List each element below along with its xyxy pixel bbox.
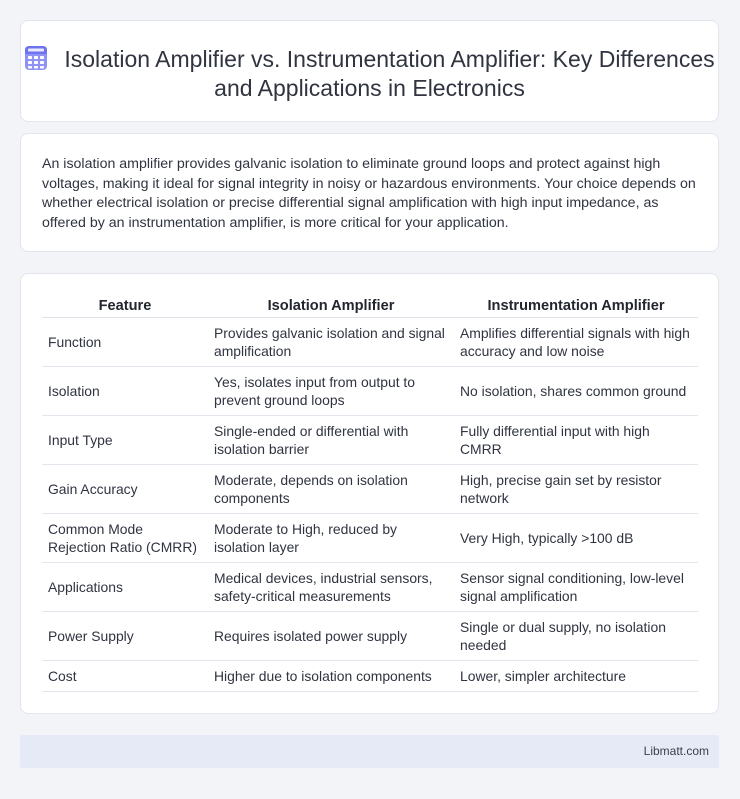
page-title: Isolation Amplifier vs. Instrumentation Amplifier: Key Differences and Applications in Electronics — [64, 46, 715, 101]
cell-instrumentation: Sensor signal conditioning, low-level signal amplification — [454, 563, 698, 612]
table-header-row — [42, 296, 698, 318]
comparison-table — [42, 296, 698, 692]
calculator-icon — [24, 45, 48, 71]
cell-feature: Power Supply — [42, 612, 208, 661]
cell-instrumentation: Very High, typically >100 dB — [454, 514, 698, 563]
cell-feature: Input Type — [42, 416, 208, 465]
header-feature: Feature — [42, 296, 208, 318]
cell-instrumentation: High, precise gain set by resistor network — [454, 465, 698, 514]
cell-instrumentation: No isolation, shares common ground — [454, 367, 698, 416]
table-row — [42, 318, 698, 367]
cell-isolation: Moderate, depends on isolation components — [208, 465, 454, 514]
cell-isolation: Higher due to isolation components — [208, 661, 454, 692]
cell-feature: Function — [42, 318, 208, 367]
footer-brand-link[interactable]: Libmatt.com — [643, 744, 709, 758]
table-row — [42, 514, 698, 563]
cell-instrumentation: Amplifies differential signals with high accuracy and low noise — [454, 318, 698, 367]
cell-isolation: Single-ended or differential with isolation barrier — [208, 416, 454, 465]
cell-isolation: Moderate to High, reduced by isolation layer — [208, 514, 454, 563]
cell-isolation: Provides galvanic isolation and signal amplification — [208, 318, 454, 367]
title-card — [20, 20, 719, 122]
cell-feature: Isolation — [42, 367, 208, 416]
header-instrumentation-amplifier: Instrumentation Amplifier — [454, 296, 698, 318]
cell-feature: Applications — [42, 563, 208, 612]
cell-instrumentation: Fully differential input with high CMRR — [454, 416, 698, 465]
cell-isolation: Requires isolated power supply — [208, 612, 454, 661]
page-title-wrap — [21, 45, 718, 103]
cell-instrumentation: Single or dual supply, no isolation needed — [454, 612, 698, 661]
intro-paragraph: An isolation amplifier provides galvanic isolation to eliminate ground loops and protect against high voltages, making it ideal for signal integrity in noisy or hazardous environments. Your choice depends on whether electrical isolation or precise differential signal amplification with high input impedance, as offered by an instrumentation amplifier, is more critical for your application. — [42, 156, 696, 231]
table-row — [42, 612, 698, 661]
table-row — [42, 416, 698, 465]
cell-isolation: Medical devices, industrial sensors, safety-critical measurements — [208, 563, 454, 612]
table-row — [42, 563, 698, 612]
cell-feature: Gain Accuracy — [42, 465, 208, 514]
header-isolation-amplifier: Isolation Amplifier — [208, 296, 454, 318]
cell-feature: Cost — [42, 661, 208, 692]
cell-feature: Common Mode Rejection Ratio (CMRR) — [42, 514, 208, 563]
cell-instrumentation: Lower, simpler architecture — [454, 661, 698, 692]
cell-isolation: Yes, isolates input from output to prevent ground loops — [208, 367, 454, 416]
table-row — [42, 465, 698, 514]
intro-card — [20, 133, 719, 252]
footer-bar — [20, 735, 719, 768]
table-row — [42, 367, 698, 416]
comparison-table-card — [20, 273, 719, 714]
table-row — [42, 661, 698, 692]
